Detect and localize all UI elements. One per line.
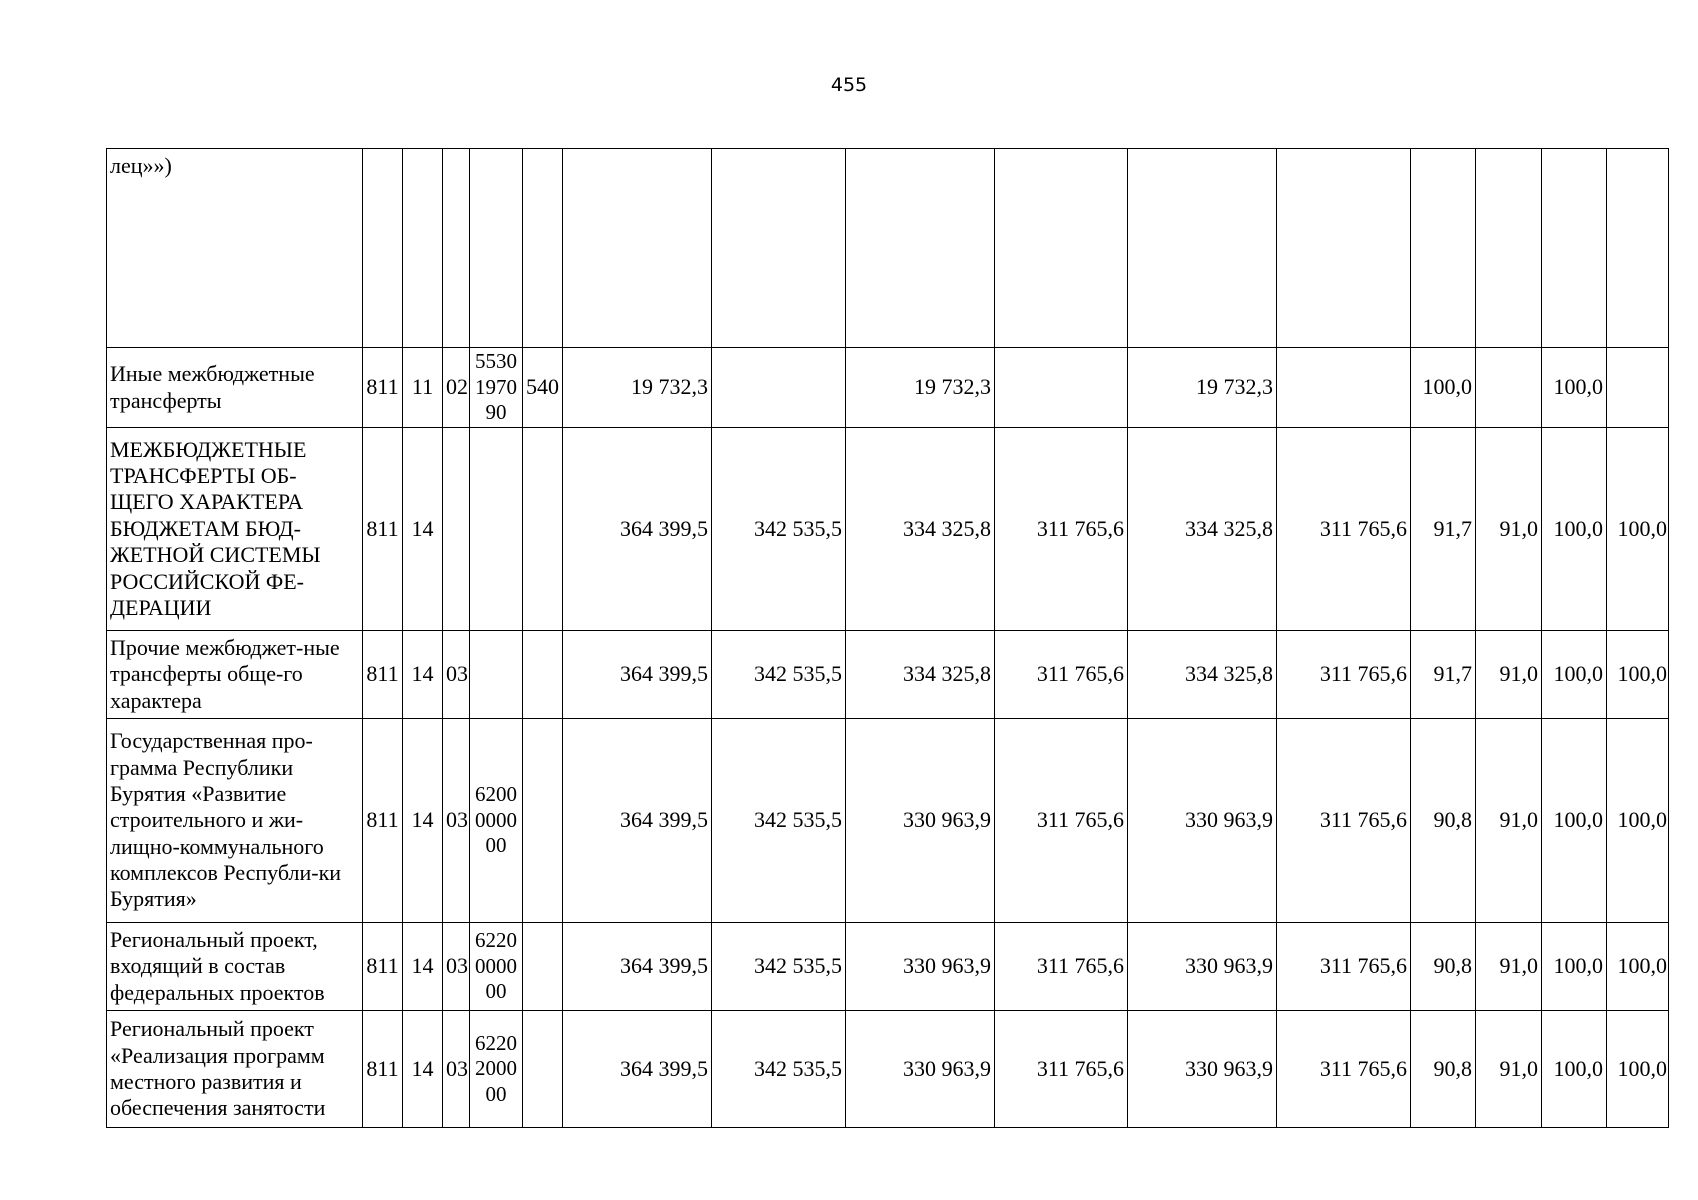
value-1: 364 399,5 [563,719,712,923]
percent-3: 100,0 [1542,923,1607,1011]
value-5: 19 732,3 [1128,348,1277,428]
percent-3: 100,0 [1542,428,1607,631]
vr-code [523,631,563,719]
percent-1: 91,7 [1411,631,1476,719]
percent-4: 100,0 [1607,428,1669,631]
razdel-code: 11 [403,348,443,428]
csr-code [470,149,523,348]
percent-2 [1476,348,1542,428]
value-6: 311 765,6 [1277,923,1411,1011]
podrazdel-code [443,428,470,631]
percent-1: 90,8 [1411,719,1476,923]
row-name: Иные межбюджетные трансферты [107,348,363,428]
value-5: 330 963,9 [1128,923,1277,1011]
percent-3: 100,0 [1542,348,1607,428]
percent-3: 100,0 [1542,631,1607,719]
value-3: 334 325,8 [846,428,995,631]
ved-code: 811 [363,719,403,923]
vr-code [523,149,563,348]
csr-code: 6220 0000 00 [470,923,523,1011]
value-4: 311 765,6 [995,719,1128,923]
value-5: 334 325,8 [1128,631,1277,719]
value-3: 330 963,9 [846,719,995,923]
value-1: 364 399,5 [563,1011,712,1128]
razdel-code [403,149,443,348]
row-name: Прочие межбюджет-ные трансферты обще-го характера [107,631,363,719]
budget-table [106,148,1669,1128]
percent-3 [1542,149,1607,348]
row-name: Региональный проект «Реализация программ местного развития и обеспечения занятости [107,1011,363,1128]
razdel-code: 14 [403,428,443,631]
podrazdel-code: 03 [443,631,470,719]
value-1: 364 399,5 [563,631,712,719]
value-5: 330 963,9 [1128,1011,1277,1128]
table-row [107,428,1669,631]
value-6 [1277,348,1411,428]
percent-1 [1411,149,1476,348]
percent-4: 100,0 [1607,923,1669,1011]
percent-1: 90,8 [1411,923,1476,1011]
percent-4 [1607,348,1669,428]
value-2: 342 535,5 [712,1011,846,1128]
value-5: 330 963,9 [1128,719,1277,923]
table-row [107,1011,1669,1128]
value-1: 19 732,3 [563,348,712,428]
page-number: 455 [830,74,868,96]
value-4 [995,348,1128,428]
razdel-code: 14 [403,631,443,719]
value-4: 311 765,6 [995,631,1128,719]
csr-code [470,428,523,631]
vr-code [523,719,563,923]
value-5: 334 325,8 [1128,428,1277,631]
value-5 [1128,149,1277,348]
row-name: Государственная про-грамма Республики Бурятия «Развитие строительного и жи-лищно-коммунального комплексов Республи-ки Бурятия» [107,719,363,923]
podrazdel-code: 02 [443,348,470,428]
value-6: 311 765,6 [1277,719,1411,923]
razdel-code: 14 [403,923,443,1011]
value-6: 311 765,6 [1277,1011,1411,1128]
vr-code [523,1011,563,1128]
percent-2: 91,0 [1476,923,1542,1011]
value-3 [846,149,995,348]
podrazdel-code: 03 [443,923,470,1011]
value-2: 342 535,5 [712,428,846,631]
csr-code [470,631,523,719]
value-2: 342 535,5 [712,631,846,719]
value-2: 342 535,5 [712,923,846,1011]
percent-3: 100,0 [1542,1011,1607,1128]
table-row [107,149,1669,348]
value-2 [712,149,846,348]
razdel-code: 14 [403,1011,443,1128]
percent-1: 91,7 [1411,428,1476,631]
vr-code [523,923,563,1011]
value-1 [563,149,712,348]
row-name: Региональный проект, входящий в состав федеральных проектов [107,923,363,1011]
value-2: 342 535,5 [712,719,846,923]
csr-code: 5530 1970 90 [470,348,523,428]
value-1: 364 399,5 [563,923,712,1011]
value-4 [995,149,1128,348]
value-3: 334 325,8 [846,631,995,719]
percent-4: 100,0 [1607,631,1669,719]
vr-code: 540 [523,348,563,428]
podrazdel-code: 03 [443,1011,470,1128]
ved-code: 811 [363,348,403,428]
percent-4: 100,0 [1607,1011,1669,1128]
ved-code [363,149,403,348]
table-row [107,923,1669,1011]
percent-3: 100,0 [1542,719,1607,923]
percent-2: 91,0 [1476,1011,1542,1128]
value-1: 364 399,5 [563,428,712,631]
row-name: МЕЖБЮДЖЕТНЫЕ ТРАНСФЕРТЫ ОБ-ЩЕГО ХАРАКТЕРА БЮДЖЕТАМ БЮД-ЖЕТНОЙ СИСТЕМЫ РОССИЙСКОЙ ФЕ-ДЕРАЦИИ [107,428,363,631]
vr-code [523,428,563,631]
razdel-code: 14 [403,719,443,923]
percent-1: 90,8 [1411,1011,1476,1128]
value-6: 311 765,6 [1277,428,1411,631]
ved-code: 811 [363,923,403,1011]
value-3: 330 963,9 [846,1011,995,1128]
percent-1: 100,0 [1411,348,1476,428]
value-4: 311 765,6 [995,428,1128,631]
percent-2: 91,0 [1476,719,1542,923]
table-row [107,719,1669,923]
percent-4 [1607,149,1669,348]
table-row [107,348,1669,428]
value-6: 311 765,6 [1277,631,1411,719]
value-4: 311 765,6 [995,1011,1128,1128]
row-name: лец»») [107,149,363,348]
value-3: 330 963,9 [846,923,995,1011]
csr-code: 6220 2000 00 [470,1011,523,1128]
value-3: 19 732,3 [846,348,995,428]
value-6 [1277,149,1411,348]
podrazdel-code [443,149,470,348]
csr-code: 6200 0000 00 [470,719,523,923]
value-2 [712,348,846,428]
ved-code: 811 [363,1011,403,1128]
percent-2: 91,0 [1476,631,1542,719]
podrazdel-code: 03 [443,719,470,923]
percent-4: 100,0 [1607,719,1669,923]
value-4: 311 765,6 [995,923,1128,1011]
ved-code: 811 [363,631,403,719]
percent-2 [1476,149,1542,348]
table-row [107,631,1669,719]
percent-2: 91,0 [1476,428,1542,631]
ved-code: 811 [363,428,403,631]
